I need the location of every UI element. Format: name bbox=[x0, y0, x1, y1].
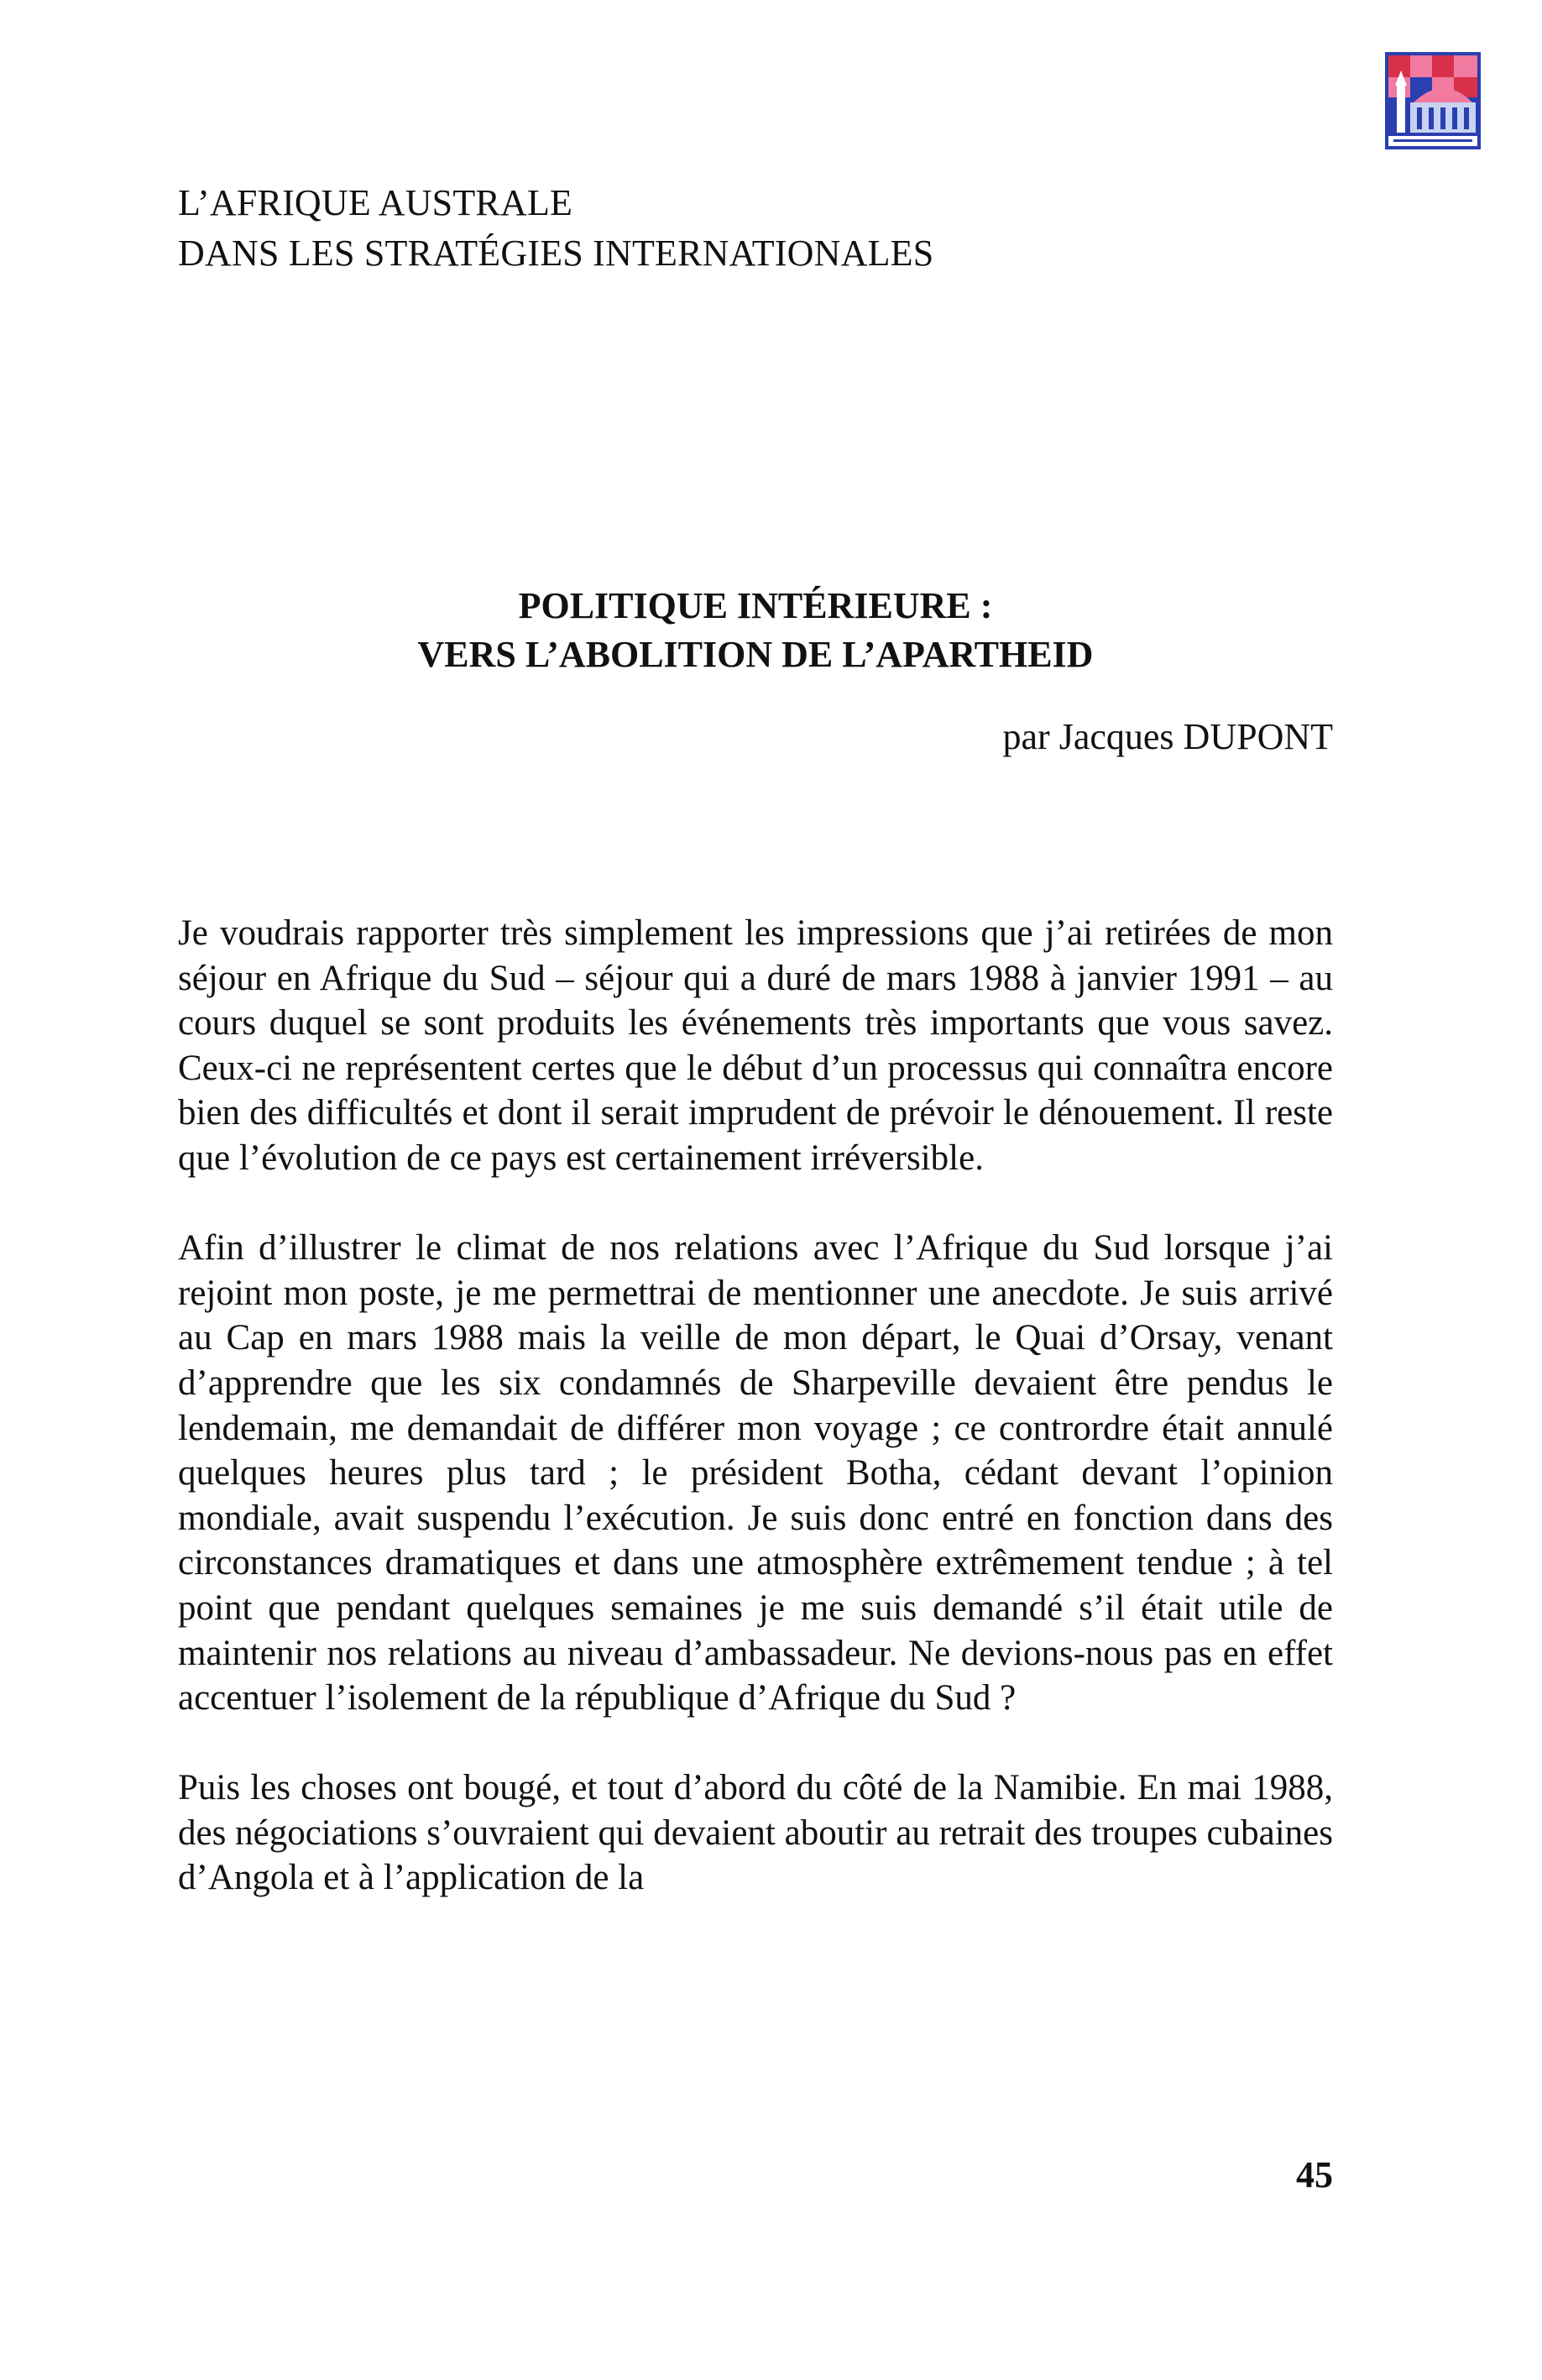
running-header bbox=[178, 178, 933, 279]
publisher-logo bbox=[1385, 52, 1481, 149]
article-title-line-1: POLITIQUE INTÉRIEURE : bbox=[518, 585, 993, 626]
paragraph: Puis les choses ont bougé, et tout d’abord du côté de la Namibie. En mai 1988, des négociations s’ouvraient qui devaient aboutir au retrait des troupes cubaines d’Angola et à l’application de la bbox=[178, 1768, 1333, 1898]
article-body bbox=[178, 911, 1333, 1946]
header-line-1: L’AFRIQUE AUSTRALE bbox=[178, 182, 573, 223]
library-building-logo-icon bbox=[1385, 52, 1481, 149]
header-line-2: DANS LES STRATÉGIES INTERNATIONALES bbox=[178, 233, 934, 274]
article-author: par Jacques DUPONT bbox=[1002, 716, 1333, 757]
paragraph: Je voudrais rapporter très simplement les impressions que j’ai retirées de mon séjour en Afrique du Sud – séjour qui a duré de mars 1988 à janvier 1991 – au cours duquel se sont produits les événements très importants que vous savez. Ceux-ci ne représentent certes que le début d’un processus qui connaîtra encore bien des difficultés et dont il serait imprudent de prévoir le dénouement. Il reste que l’évolution de ce pays est certainement irréversible. bbox=[178, 913, 1333, 1178]
paragraph: Afin d’illustrer le climat de nos relations avec l’Afrique du Sud lorsque j’ai rejoint mon poste, je me permettrai de mentionner une anecdote. Je suis arrivé au Cap en mars 1988 mais la veille de mon départ, le Quai d’Orsay, venant d’apprendre que les six condamnés de Sharpeville devaient être pendus le lendemain, me demandait de différer mon voyage ; ce contrordre était annulé quelques heures plus tard ; le président Botha, cédant devant l’opinion mondiale, avait suspendu l’exécution. Je suis donc entré en fonction dans des circonstances dramatiques et dans une atmosphère extrêmement tendue ; à tel point que pendant quelques semaines je me suis demandé s’il était utile de maintenir nos relations au niveau d’ambassadeur. Ne devions-nous pas en effet accentuer l’isolement de la république d’Afrique du Sud ? bbox=[178, 1228, 1333, 1718]
article-title bbox=[178, 582, 1333, 679]
article-title-line-2: VERS L’ABOLITION DE L’APARTHEID bbox=[417, 634, 1094, 675]
page-number: 45 bbox=[1296, 2154, 1333, 2195]
